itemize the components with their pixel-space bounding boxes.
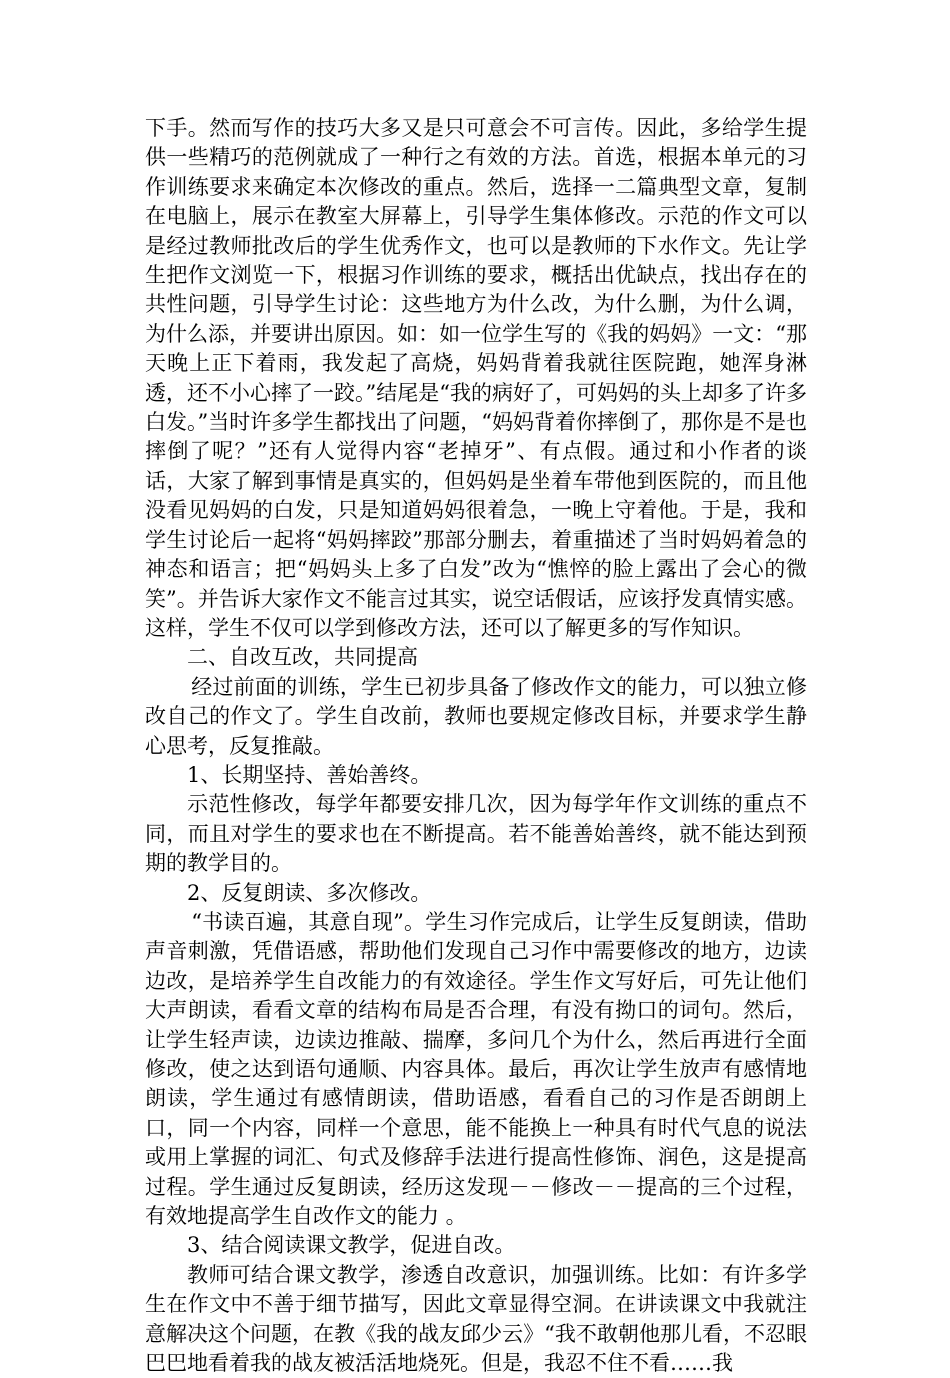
paragraph-repeated-reading: “书读百遍，其意自现”。学生习作完成后，让学生反复朗读，借助声音刺激，凭借语感，帮助他们发现自己习作中需要修改的地方，边读边改，是培养学生自改能力的有效途径。学生作文写好后，可先让他们大声朗读，看看文章的结构布局是否合理，有没有拗口的词句。然后，让学生轻声读，边读边推敲、揣摩，多问几个为什么，然后再进行全面修改，使之达到语句通顺、内容具体。最后，再次让学生放声有感情地朗读，学生通过有感情朗读，借助语感，看看自己的习作是否朗朗上口，同一个内容，同样一个意思，能不能换上一种具有时代气息的说法或用上掌握的词汇、句式及修辞手法进行提高性修饰、润色，这是提高过程。学生通过反复朗读，经历这发现－－修改－－提高的三个过程，有效地提高学生自改作文的能力 。 bbox=[145, 909, 807, 1229]
section-heading-self-mutual-revision: 二、自改互改，共同提高 bbox=[187, 645, 418, 670]
paragraph-reading-teaching: 教师可结合课文教学，渗透自改意识，加强训练。比如：有许多学生在作文中不善于细节描写，因此文章显得空洞。在讲读课文中我就注意解决这个问题，在教《我的战友邱少云》“我不敢朝他那儿看，不忍眼巴巴地看着我的战友被活活地烧死。但是，我忍不住不看……我 bbox=[145, 1262, 807, 1376]
document-page bbox=[145, 114, 807, 1378]
subheading-reading-teaching: 3、结合阅读课文教学，促进自改。 bbox=[187, 1233, 516, 1258]
subheading-long-term: 1、长期坚持、善始善终。 bbox=[187, 762, 432, 787]
paragraph-self-revision-intro: 经过前面的训练，学生已初步具备了修改作文的能力，可以独立修改自己的作文了。学生自改前，教师也要规定修改目标，并要求学生静心思考，反复推敲。 bbox=[145, 674, 807, 758]
paragraph-demonstration-revision: 下手。然而写作的技巧大多又是只可意会不可言传。因此，多给学生提供一些精巧的范例就成了一种行之有效的方法。首选，根据本单元的习作训练要求来确定本次修改的重点。然后，选择一二篇典型文章，复制在电脑上，展示在教室大屏幕上，引导学生集体修改。示范的作文可以是经过教师批改后的学生优秀作文，也可以是教师的下水作文。先让学生把作文浏览一下，根据习作训练的要求，概括出优缺点，找出存在的共性问题，引导学生讨论：这些地方为什么改，为什么删，为什么调，为什么添，并要讲出原因。如：如一位学生写的《我的妈妈》一文：“那天晚上正下着雨，我发起了高烧，妈妈背着我就往医院跑，她浑身淋透，还不小心摔了一跤。”结尾是“我的病好了，可妈妈的头上却多了许多白发。”当时许多学生都找出了问题，“妈妈背着你摔倒了，那你是不是也摔倒了呢？”还有人觉得内容“老掉牙”、有点假。通过和小作者的谈话，大家了解到事情是真实的，但妈妈是坐着车带他到医院的，而且他没看见妈妈的白发，只是知道妈妈很着急，一晚上守着他。于是，我和学生讨论后一起将“妈妈摔跤”那部分删去，着重描述了当时妈妈着急的神态和语言；把“妈妈头上多了白发”改为“憔悴的脸上露出了会心的微笑”。并告诉大家作文不能言过其实，说空话假话，应该抒发真情实感。这样，学生不仅可以学到修改方法，还可以了解更多的写作知识。 bbox=[145, 116, 807, 640]
paragraph-long-term: 示范性修改，每学年都要安排几次，因为每学年作文训练的重点不同，而且对学生的要求也在不断提高。若不能善始善终，就不能达到预期的教学目的。 bbox=[145, 792, 807, 876]
subheading-repeated-reading: 2、反复朗读、多次修改。 bbox=[187, 880, 432, 905]
